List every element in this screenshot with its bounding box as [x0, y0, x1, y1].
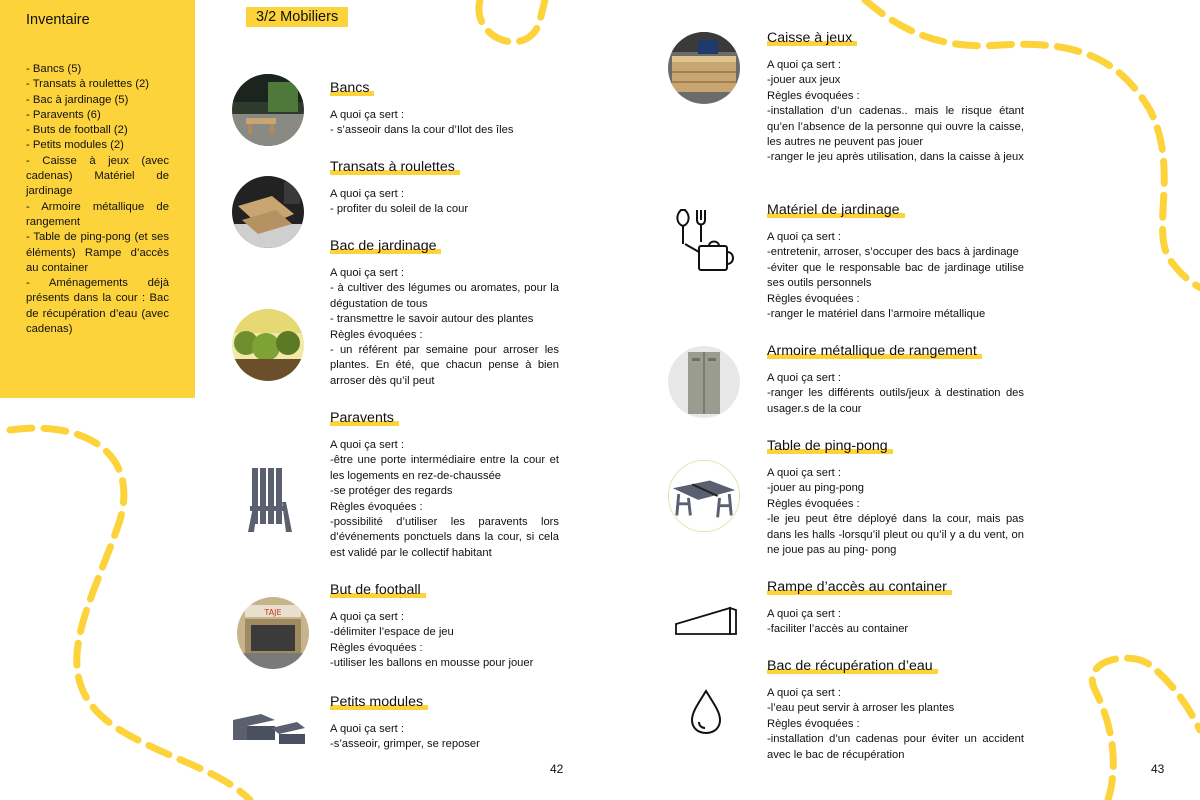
item-line: Règles évoquées :	[330, 641, 423, 654]
item-title: Transats à roulettes	[330, 159, 460, 176]
screen-panel-icon	[240, 462, 296, 534]
svg-text:TAJE: TAJE	[264, 608, 282, 617]
item-line: -possibilité d’utiliser les paravents lors d’événements ponctuels dans la cour, si cela est validé par le collectif habitant	[330, 516, 559, 559]
item-line: -s’asseoir, grimper, se reposer	[330, 738, 480, 751]
inventory-item: - Bancs (5)	[26, 63, 82, 75]
inventory-item: - Transats à roulettes (2)	[26, 78, 150, 91]
item-line: Règles évoquées :	[330, 500, 423, 513]
item-line: -ranger le jeu après utilisation, dans la caisse à jeux	[767, 151, 1024, 164]
item-metal-cabinet	[767, 343, 1024, 417]
item-line: - un référent par semaine pour arroser les plantes. En été, que chacun pense à bien arroser dès qu’il peut	[330, 344, 559, 387]
inventory-item: - Aménagements déjà présents dans la cour : Bac de récupération d’eau (avec cadenas)	[26, 277, 169, 336]
item-ramp	[767, 579, 1024, 638]
item-line: -le jeu peut être déployé dans la cour, mais pas dans les halls -lorsqu’il pleut ou qu’il y a du vent, on ne joue pas au ping- pong	[767, 513, 1024, 557]
item-line: A quoi ça sert :	[330, 439, 405, 451]
game-box-photo	[668, 32, 740, 104]
item-line: -éviter que le responsable bac de jardinage utilise ses outils personnels	[767, 261, 1024, 290]
item-line: Règles évoquées :	[767, 89, 860, 102]
item-line: - transmettre le savoir autour des plantes	[330, 313, 534, 326]
football-goal-photo	[237, 597, 309, 669]
item-line: A quoi ça sert :	[767, 467, 842, 479]
page-number-left: 42	[550, 762, 564, 776]
item-line: -jouer aux jeux	[767, 74, 841, 87]
inventory-item: - Buts de football (2)	[26, 124, 128, 137]
item-line: -installation d’un cadenas.. mais le risque étant qu’en l’absence de la personne qui ouvre la caisse, les autres ne peuvent pas jouer	[767, 105, 1024, 149]
gardening-tools-icon	[673, 206, 737, 276]
item-line: -délimiter l’espace de jeu	[330, 626, 454, 639]
item-line: -ranger les différents outils/jeux à destination des usager.s de la cour	[767, 387, 1024, 415]
metal-cabinet-photo	[668, 346, 740, 418]
item-line: A quoi ça sert :	[767, 608, 842, 620]
inventory-item: - Caisse à jeux (avec cadenas) Matériel de jardinage	[26, 154, 169, 198]
item-line: Règles évoquées :	[330, 328, 423, 341]
inventory-list	[26, 62, 169, 337]
item-title: Caisse à jeux	[767, 30, 857, 47]
item-line: A quoi ça sert :	[330, 267, 405, 279]
item-title: Bac de jardinage	[330, 238, 441, 255]
inventory-item: - Paravents (6)	[26, 108, 101, 121]
item-line: Règles évoquées :	[767, 497, 860, 510]
item-line: A quoi ça sert :	[767, 687, 842, 699]
item-line: A quoi ça sert :	[767, 372, 842, 384]
ramp-icon	[674, 602, 738, 638]
item-title: Rampe d’accès au container	[767, 579, 952, 596]
item-line: A quoi ça sert :	[330, 109, 405, 121]
item-line: -l’eau peut servir à arroser les plantes	[767, 702, 955, 715]
inventory-item: - Bac à jardinage (5)	[26, 93, 129, 106]
item-line: -jouer au ping-pong	[767, 482, 865, 495]
item-ping-pong-table	[767, 438, 1024, 558]
garden-box-photo	[232, 309, 304, 381]
benches-photo	[232, 74, 304, 146]
ping-pong-table-icon	[668, 460, 740, 532]
item-line: A quoi ça sert :	[330, 611, 405, 623]
item-line: -ranger le matériel dans l’armoire métallique	[767, 308, 986, 321]
item-title: Petits modules	[330, 694, 428, 711]
item-line: A quoi ça sert :	[767, 231, 842, 243]
item-line: A quoi ça sert :	[767, 59, 842, 71]
item-line: -faciliter l’accès au container	[767, 623, 909, 636]
small-modules-icon	[231, 706, 307, 746]
item-water-tank	[767, 658, 1024, 763]
item-title: Paravents	[330, 410, 399, 427]
item-title: But de football	[330, 582, 426, 599]
inventory-item: - Armoire métallique de rangement	[26, 200, 169, 228]
item-line: -utiliser les ballons en mousse pour jouer	[330, 657, 534, 670]
page-number-right: 43	[1151, 762, 1165, 776]
item-line: - à cultiver des légumes ou aromates, pour la dégustation de tous	[330, 282, 559, 310]
page-title: 3/2 Mobiliers	[246, 7, 348, 27]
inventory-item: - Table de ping-pong (et ses éléments) Rampe d’accès au container	[26, 231, 169, 274]
item-game-box	[767, 30, 1024, 166]
item-line: Règles évoquées :	[767, 717, 860, 730]
item-line: -installation d’un cadenas pour éviter un accident avec le bac de récupération	[767, 733, 1024, 761]
inventory-title: Inventaire	[26, 12, 90, 28]
water-drop-icon	[688, 688, 724, 736]
item-title: Matériel de jardinage	[767, 202, 905, 219]
item-loungers	[330, 159, 559, 218]
item-line: - profiter du soleil de la cour	[330, 203, 469, 216]
inventory-item: - Petits modules (2)	[26, 139, 124, 152]
item-line: A quoi ça sert :	[330, 723, 405, 735]
item-line: Règles évoquées :	[767, 292, 860, 305]
item-garden-box	[330, 238, 559, 389]
item-line: - s’asseoir dans la cour d’Ilot des îles	[330, 124, 514, 137]
item-screens	[330, 410, 559, 561]
item-line: -se protéger des regards	[330, 485, 453, 498]
item-line: -entretenir, arroser, s’occuper des bacs à jardinage	[767, 246, 1019, 259]
item-line: -être une porte intermédiaire entre la cour et les logements en rez-de-chaussée	[330, 454, 559, 482]
item-small-modules	[330, 694, 559, 753]
item-title: Table de ping-pong	[767, 438, 893, 455]
item-title: Bancs	[330, 80, 374, 97]
item-line: A quoi ça sert :	[330, 188, 405, 200]
item-title: Armoire métallique de rangement	[767, 343, 982, 360]
item-football-goal	[330, 582, 559, 672]
item-title: Bac de récupération d’eau	[767, 658, 938, 675]
inventory-panel	[0, 0, 195, 398]
item-gardening-tools	[767, 202, 1024, 322]
lounger-photo	[232, 176, 304, 248]
item-benches	[330, 80, 559, 139]
